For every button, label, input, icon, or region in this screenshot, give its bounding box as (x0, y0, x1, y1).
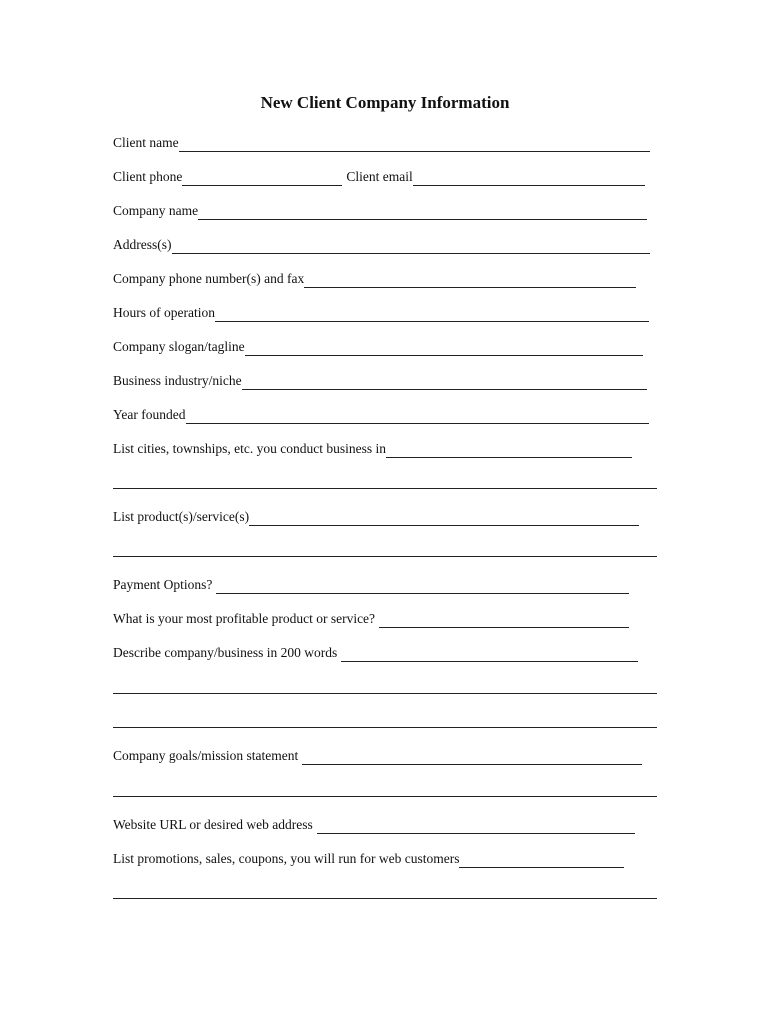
profitable-row (113, 608, 629, 628)
goals-field[interactable] (302, 750, 642, 765)
year-founded-field[interactable] (186, 409, 649, 424)
client-contact-row (113, 166, 645, 186)
products-label: List product(s)/service(s) (113, 509, 250, 524)
industry-field[interactable] (242, 375, 647, 390)
cities-row (113, 438, 632, 458)
website-label: Website URL or desired web address (113, 817, 313, 832)
products-row (113, 506, 639, 526)
payment-label: Payment Options? (113, 577, 213, 592)
slogan-label: Company slogan/tagline (113, 339, 245, 354)
company-phone-field[interactable] (304, 273, 636, 288)
client-name-row (113, 132, 650, 152)
slogan-row (113, 336, 643, 356)
cities-label: List cities, townships, etc. you conduct business in (113, 441, 386, 456)
company-name-field[interactable] (198, 205, 647, 220)
industry-row (113, 370, 647, 390)
describe-extra-line-2[interactable] (113, 727, 657, 728)
describe-extra-line-1[interactable] (113, 693, 657, 694)
cities-extra-line[interactable] (113, 488, 657, 489)
promotions-field[interactable] (459, 853, 624, 868)
addresses-label: Address(s) (113, 237, 172, 252)
website-field[interactable] (317, 819, 635, 834)
addresses-field[interactable] (172, 239, 650, 254)
year-founded-label: Year founded (113, 407, 186, 422)
hours-field[interactable] (215, 307, 649, 322)
goals-label: Company goals/mission statement (113, 748, 299, 763)
profitable-label: What is your most profitable product or service? (113, 611, 376, 626)
promotions-row (113, 848, 624, 868)
payment-field[interactable] (216, 579, 629, 594)
promotions-extra-line[interactable] (113, 898, 657, 899)
cities-field[interactable] (386, 443, 632, 458)
addresses-row (113, 234, 650, 254)
slogan-field[interactable] (245, 341, 643, 356)
company-name-label: Company name (113, 203, 199, 218)
describe-row (113, 642, 638, 662)
products-extra-line[interactable] (113, 556, 657, 557)
products-field[interactable] (249, 511, 639, 526)
hours-label: Hours of operation (113, 305, 215, 320)
client-name-field[interactable] (179, 137, 650, 152)
company-phone-label: Company phone number(s) and fax (113, 271, 305, 286)
company-phone-row (113, 268, 636, 288)
client-phone-field[interactable] (182, 171, 342, 186)
profitable-field[interactable] (379, 613, 629, 628)
hours-row (113, 302, 649, 322)
client-email-label: Client email (346, 169, 413, 184)
company-name-row (113, 200, 647, 220)
promotions-label: List promotions, sales, coupons, you will run for web customers (113, 851, 460, 866)
client-phone-label: Client phone (113, 169, 183, 184)
client-name-label: Client name (113, 135, 179, 150)
industry-label: Business industry/niche (113, 373, 242, 388)
goals-row (113, 745, 642, 765)
form-title: New Client Company Information (260, 93, 510, 112)
client-email-field[interactable] (413, 171, 645, 186)
goals-extra-line[interactable] (113, 796, 657, 797)
payment-row (113, 574, 629, 594)
describe-field[interactable] (341, 647, 638, 662)
year-founded-row (113, 404, 649, 424)
website-row (113, 814, 635, 834)
describe-label: Describe company/business in 200 words (113, 645, 338, 660)
